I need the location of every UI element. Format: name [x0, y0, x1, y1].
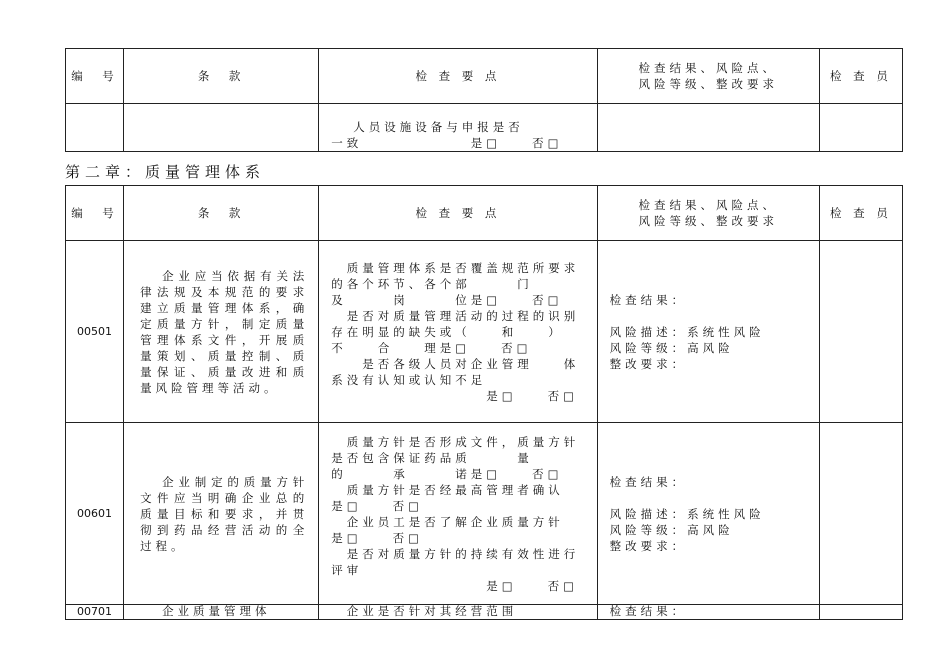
cell-no: 00601 — [66, 423, 124, 605]
header-no: 编 号 — [66, 186, 124, 241]
cell-points: 质量方针是否形成文件，质量方针是否包含保证药品质 量 的 承 诺是□ 否□ 质量方针是否经最高管理者确认 是□ 否□ 企业员工是否了解企业质量方针 是□ 否□ 是否对质量方针的持续有效性进行评审 是□ 否□ — [319, 423, 597, 605]
points-line1: 人员设施设备与申报是否 — [353, 120, 524, 134]
inspection-table-top — [65, 48, 903, 152]
cell-no — [66, 104, 124, 152]
header-clause: 条 款 — [124, 186, 319, 241]
table-row — [66, 423, 903, 605]
cell-inspector — [819, 423, 902, 605]
header-result — [597, 186, 819, 241]
cell-result: 检查结果： 风险描述：系统性风险 风险等级：高风险 整改要求： — [597, 241, 819, 423]
cell-inspector — [819, 241, 902, 423]
points-line2: 一致 是□ 否□ — [331, 136, 563, 150]
cell-inspector — [819, 104, 902, 152]
cell-points: 质量管理体系是否覆盖规范所要求的各个环节、各个部 门 及 岗 位是□ 否□ 是否对质量管理活动的过程的识别存在明显的缺失或（ 和 ） 不 合 理是□ 否□ 是否各级人员对企业管理 体系没有认知或认知不足 是□ 否□ — [319, 241, 597, 423]
inspection-table-chapter2 — [65, 185, 903, 620]
header-points: 检 查 要 点 — [319, 49, 597, 104]
header-clause: 条 款 — [124, 49, 319, 104]
header-result-line1: 检查结果、风险点、 — [638, 198, 778, 212]
cell-points: 企业是否针对其经营范围 — [319, 605, 597, 620]
cell-clause — [124, 104, 319, 152]
cell-clause — [124, 605, 319, 620]
header-result-line2: 风险等级、整改要求 — [638, 77, 778, 91]
cell-no: 00701 — [66, 605, 124, 620]
clause-text: 企业质量管理体 — [162, 604, 271, 618]
header-result-line2: 风险等级、整改要求 — [638, 214, 778, 228]
cell-result — [597, 104, 819, 152]
table-header-row — [66, 49, 903, 104]
cell-result: 检查结果： 风险描述：系统性风险 风险等级：高风险 整改要求： — [597, 423, 819, 605]
header-result — [597, 49, 819, 104]
cell-no: 00501 — [66, 241, 124, 423]
clause-text: 企业应当依据有关法律法规及本规范的要求建立质量管理体系，确定质量方针，制定质量管理体系文件，开展质量策划、质量控制、质量保证、质量改进和质量风险管理等活动。 — [140, 268, 309, 395]
header-result-line1: 检查结果、风险点、 — [638, 61, 778, 75]
table-row — [66, 605, 903, 620]
cell-clause — [124, 241, 319, 423]
header-inspector: 检 查 员 — [819, 49, 902, 104]
clause-text: 企业制定的质量方针文件应当明确企业总的质量目标和要求，并贯彻到药品经营活动的全过程。 — [140, 474, 309, 553]
header-points: 检 查 要 点 — [319, 186, 597, 241]
cell-points — [319, 104, 597, 152]
header-inspector: 检 查 员 — [819, 186, 902, 241]
cell-result: 检查结果： — [597, 605, 819, 620]
table-row — [66, 104, 903, 152]
cell-clause — [124, 423, 319, 605]
header-no: 编 号 — [66, 49, 124, 104]
table-header-row — [66, 186, 903, 241]
cell-inspector — [819, 605, 902, 620]
chapter-title: 第二章：质量管理体系 — [65, 163, 266, 181]
table-row — [66, 241, 903, 423]
